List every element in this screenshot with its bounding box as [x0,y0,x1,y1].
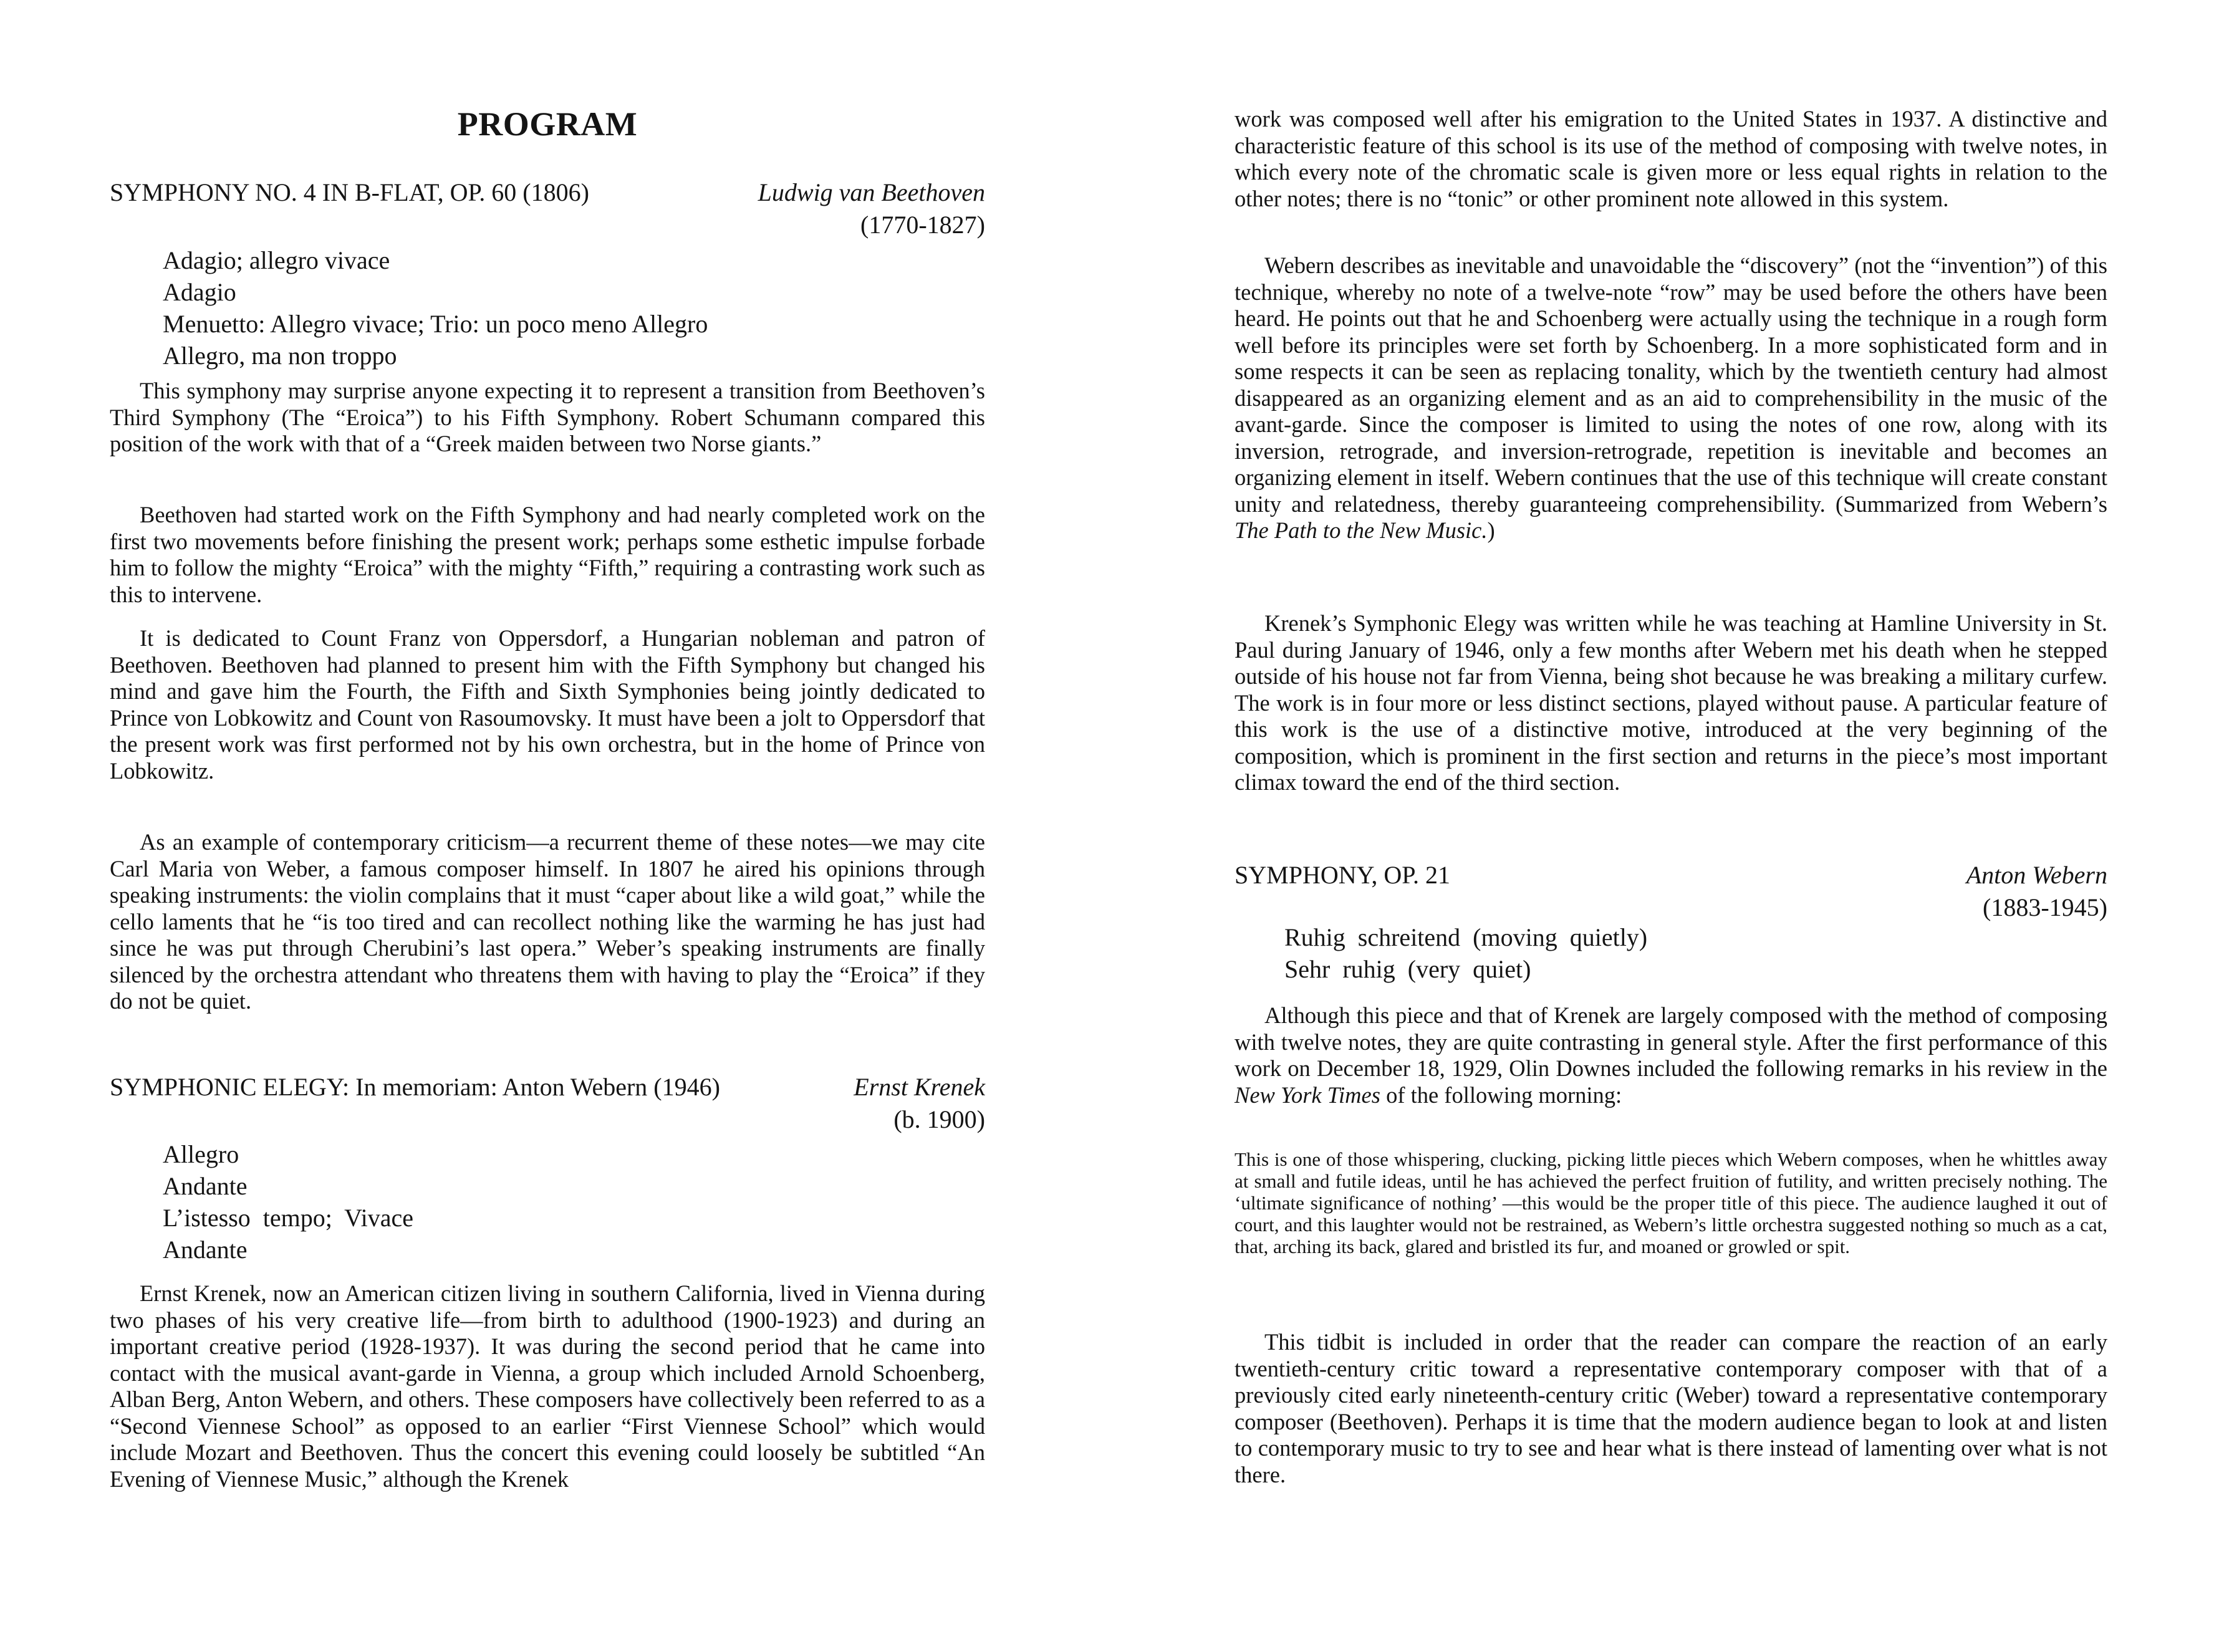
paragraph [1235,252,2107,544]
paragraph: Krenek’s Symphonic Elegy was written while he was teaching at Hamline University in St. Paul during January of 1946, only a few months after Webern met his death when he stepped outside of his house not far from Vienna, being shot because he was breaking a military curfew. The work is in four more or less distinct sections, played without pause. A particular feature of this work is the use of a distinctive motive, introduced at the very beginning of the composition, which is prominent in the first section and returns in the piece’s most important climax toward the end of the third section. [1235,610,2107,795]
composer-name: Anton Webern [1966,861,2107,889]
movement-item: Adagio [163,278,236,306]
movement-item: Andante [163,1172,248,1200]
movement-item: Andante [163,1236,248,1264]
work-title: SYMPHONY NO. 4 IN B-FLAT, OP. 60 (1806) [110,178,589,206]
program-title: PROGRAM [457,105,638,143]
newspaper-title: New York Times [1235,1082,1380,1108]
work-title: SYMPHONY, OP. 21 [1235,861,1451,889]
paragraph: As an example of contemporary criticism—a recurrent theme of these notes—we may cite Carl Maria von Weber, a famous composer himself. In 1807 he aired his opinions through speaking instruments: the violin complains that it must “caper about like a wild goat,” while the cello laments that he “is too tired and can recollect nothing like the warming he has just had since he was put through Cherubini’s last opera.” Weber’s speaking instruments are finally silenced by the orchestra attendant who threatens them with having to play the “Eroica” if they do not be quiet. [110,829,985,1014]
paragraph-text: Webern describes as inevitable and unavoidable the “discovery” (not the “invention”) of this technique, whereby no note of a twelve-note “row” may be used before the others have been heard. He points out that he and Schoenberg were actually using the technique in a rough form well before its principles were set forth by Schoenberg. In a more sophisticated form and in some respects it can be seen as replacing tonality, which by the twentieth century had almost disappeared as an organizing element and as an aid to comprehensibility in the music of the avant-garde. Since the composer is limited to using the notes of one row, along with its inversion, retrograde, and inversion-retrograde, repetition is inevitable and becomes an organizing element in itself. Webern continues that the use of this technique will create constant unity and relatedness, thereby guaranteeing comprehensibility. (Summarized from Webern’s [1235,252,2107,517]
paragraph: Beethoven had started work on the Fifth Symphony and had nearly completed work on the first two movements before finishing the present work; perhaps some esthetic impulse forbade him to follow the mighty “Eroica” with the mighty “Fifth,” requiring a contrasting work such as this to intervene. [110,502,985,607]
movement-item: Allegro [163,1140,239,1168]
composer-name: Ernst Krenek [854,1073,985,1101]
composer-name: Ludwig van Beethoven [758,178,985,206]
movement-item: Ruhig schreitend (moving quietly) [1284,923,1648,951]
block-quote: This is one of those whispering, clucking, picking little pieces which Webern composes, when he whittles away at small and futile ideas, until he has achieved the perfect fruition of futility, and written precisely nothing. The ‘ultimate significance of nothing’ —this would be the proper title of this piece. The audience laughed it out of court, and this laughter would not be restrained, as Webern’s little orchestra suggested nothing so much as a cat, that, arching its back, glared and bristled its fur, and moaned or growled or spit. [1235,1148,2107,1257]
paragraph: Ernst Krenek, now an American citizen living in southern California, lived in Vienna during two phases of his very creative life—from birth to adulthood (1900-1923) and during an important creative period (1928-1937). It was during the second period that he came into contact with the musical avant-garde in Vienna, a group which included Arnold Schoenberg, Alban Berg, Anton Webern, and others. These composers have collectively been referred to as a “Second Viennese School” as opposed to an earlier “First Viennese School” which would include Mozart and Beethoven. Thus the concert this evening could loosely be subtitled “An Evening of Viennese Music,” although the Krenek [110,1280,985,1492]
paragraph-text: Although this piece and that of Krenek are largely composed with the method of composing with twelve notes, they are quite contrasting in general style. After the first performance of this work on December 18, 1929, Olin Downes included the following remarks in his review in the [1235,1002,2107,1081]
paragraph-text: of the following morning: [1380,1082,1622,1108]
movement-list [163,1138,413,1265]
work-header-webern [1235,859,2107,924]
movement-item: L’istesso tempo; Vivace [163,1204,413,1232]
work-header-krenek [110,1071,985,1136]
paragraph: This tidbit is included in order that the reader can compare the reaction of an early twentieth-century critic toward a representative contemporary composer with that of a previously cited early nineteenth-century critic (Weber) toward a representative contemporary composer (Beethoven). Perhaps it is time that the modern audience began to look at and listen to contemporary music to try to see and hear what is there instead of lamenting over what is not there. [1235,1329,2107,1487]
paragraph-text: ) [1487,517,1495,543]
book-title: The Path to the New Music. [1235,517,1488,543]
paragraph: This symphony may surprise anyone expecting it to represent a transition from Beethoven’s Third Symphony (The “Eroica”) to his Fifth Symphony. Robert Schumann compared this position of the work with that of a “Greek maiden between two Norse giants.” [110,378,985,456]
composer-dates: (b. 1900) [893,1105,985,1133]
movement-item: Allegro, ma non troppo [163,342,397,370]
composer-dates: (1883-1945) [1983,893,2107,921]
movement-list [163,244,708,372]
movement-item: Menuetto: Allegro vivace; Trio: un poco meno Allegro [163,310,708,338]
composer-dates: (1770-1827) [860,211,985,239]
movement-item: Adagio; allegro vivace [163,246,390,274]
movement-item: Sehr ruhig (very quiet) [1284,955,1531,983]
paragraph-continued: work was composed well after his emigration to the United States in 1937. A distinctive and characteristic feature of this school is its use of the method of composing with twelve notes, in which every note of the chromatic scale is given more or less equal rights in relation to the other notes; there is no “tonic” or other prominent note allowed in this system. [1235,106,2107,211]
work-header-beethoven [110,176,985,241]
paragraph [1235,1002,2107,1108]
work-title: SYMPHONIC ELEGY: In memoriam: Anton Webern (1946) [110,1073,720,1101]
paragraph: It is dedicated to Count Franz von Oppersdorf, a Hungarian nobleman and patron of Beethoven. Beethoven had planned to present him with the Fifth Symphony but changed his mind and gave him the Fourth, the Fifth and Sixth Symphonies being jointly dedicated to Prince von Lobkowitz and Count von Rasoumovsky. It must have been a jolt to Oppersdorf that the present work was first performed not by his own orchestra, but in the home of Prince von Lobkowitz. [110,625,985,784]
movement-list [1284,921,1647,985]
